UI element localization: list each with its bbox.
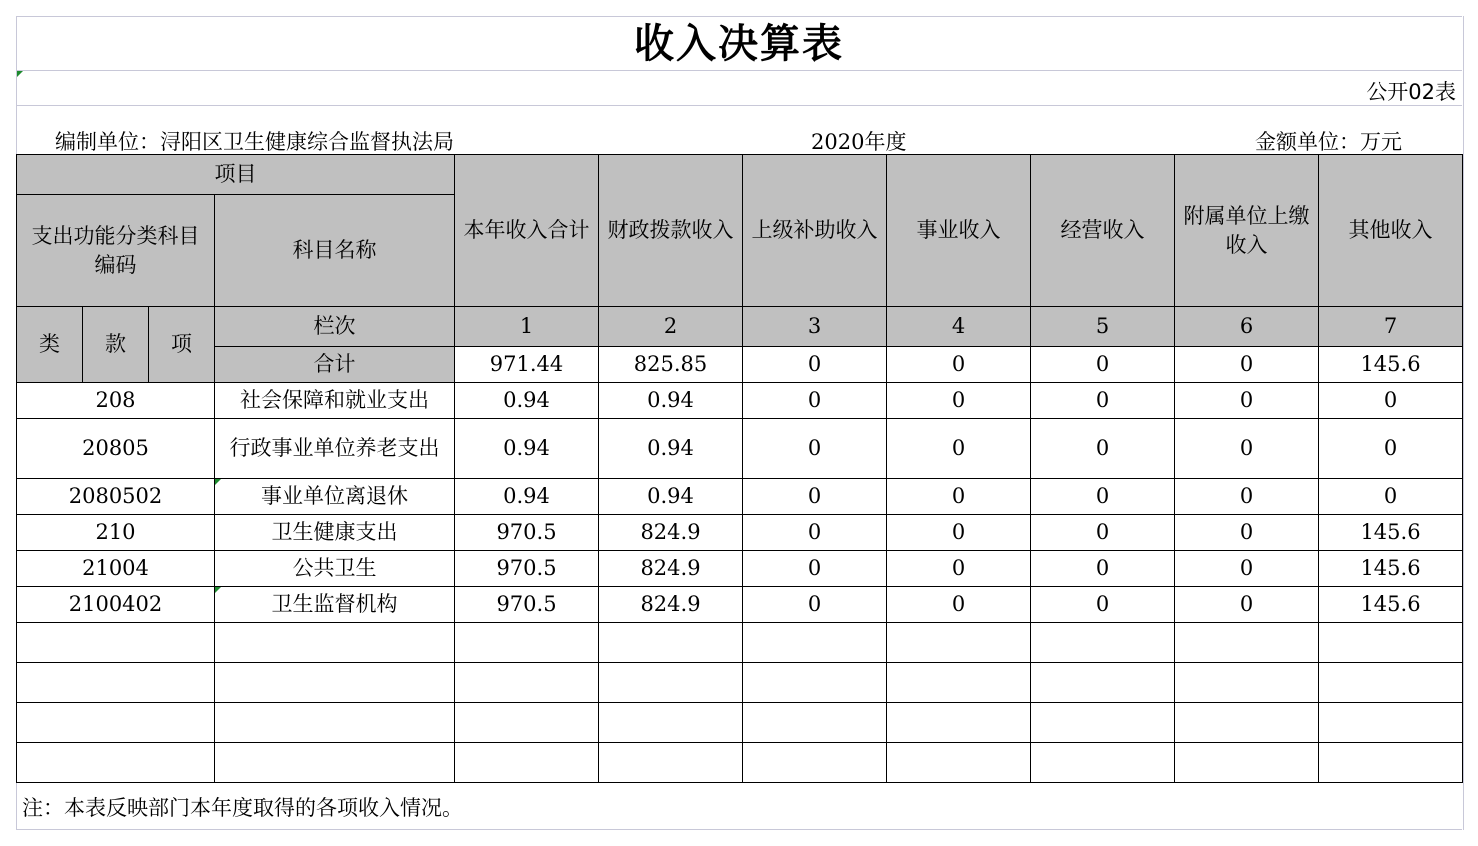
value-cell: 0 — [887, 551, 1031, 587]
empty-cell — [599, 623, 743, 663]
value-cell: 145.6 — [1319, 515, 1463, 551]
value-cell: 0 — [887, 587, 1031, 623]
empty-cell — [887, 743, 1031, 783]
header-col: 经营收入 — [1031, 155, 1175, 307]
empty-cell — [215, 663, 455, 703]
value-cell: 0 — [1319, 419, 1463, 479]
value-cell: 0 — [1031, 587, 1175, 623]
cell-comment-marker — [17, 71, 23, 77]
header-item: 项目 — [17, 155, 455, 195]
value-cell: 0 — [1175, 551, 1319, 587]
value-cell: 0 — [887, 419, 1031, 479]
empty-cell — [887, 623, 1031, 663]
table-row — [17, 479, 1463, 515]
gridline — [16, 70, 1462, 71]
form-number: 公开02表 — [1366, 80, 1456, 104]
empty-cell — [599, 743, 743, 783]
empty-cell — [455, 743, 599, 783]
value-cell: 0 — [887, 479, 1031, 515]
table-row — [17, 419, 1463, 479]
header-col: 财政拨款收入 — [599, 155, 743, 307]
empty-cell — [1319, 743, 1463, 783]
value-cell: 0 — [743, 479, 887, 515]
fiscal-year: 2020年度 — [811, 130, 907, 154]
empty-cell — [455, 703, 599, 743]
empty-cell — [17, 743, 215, 783]
value-cell: 0 — [743, 551, 887, 587]
cell-comment-marker — [215, 587, 221, 593]
empty-cell — [17, 663, 215, 703]
footnote: 注：本表反映部门本年度取得的各项收入情况。 — [22, 796, 463, 820]
currency-unit: 金额单位：万元 — [1255, 130, 1402, 154]
column-number: 5 — [1031, 307, 1175, 347]
value-cell: 0 — [1175, 419, 1319, 479]
header-col: 上级补助收入 — [743, 155, 887, 307]
empty-cell — [1175, 703, 1319, 743]
empty-cell — [743, 663, 887, 703]
empty-cell — [887, 663, 1031, 703]
column-number: 7 — [1319, 307, 1463, 347]
subject-name — [215, 587, 455, 623]
empty-cell — [1319, 623, 1463, 663]
value-cell: 0 — [1031, 383, 1175, 419]
column-number: 1 — [455, 307, 599, 347]
table-row — [17, 383, 1463, 419]
value-cell: 0 — [743, 587, 887, 623]
header-subject-name: 科目名称 — [215, 195, 455, 307]
value-cell: 970.5 — [455, 587, 599, 623]
empty-cell — [17, 623, 215, 663]
value-cell: 0 — [1319, 479, 1463, 515]
header-lei: 类 — [17, 307, 83, 383]
value-cell: 0 — [743, 383, 887, 419]
function-code: 2080502 — [17, 479, 215, 515]
header-col: 附属单位上缴收入 — [1175, 155, 1319, 307]
total-cell: 0 — [1031, 347, 1175, 383]
empty-row — [17, 743, 1463, 783]
empty-cell — [599, 663, 743, 703]
empty-cell — [1031, 623, 1175, 663]
header-func-code: 支出功能分类科目编码 — [17, 195, 215, 307]
total-cell: 0 — [887, 347, 1031, 383]
empty-cell — [455, 663, 599, 703]
empty-cell — [1319, 703, 1463, 743]
total-cell: 145.6 — [1319, 347, 1463, 383]
total-label: 合计 — [215, 347, 455, 383]
value-cell: 0 — [1319, 383, 1463, 419]
empty-cell — [1175, 743, 1319, 783]
header-col: 本年收入合计 — [455, 155, 599, 307]
value-cell: 145.6 — [1319, 587, 1463, 623]
value-cell: 0 — [1175, 383, 1319, 419]
header-col: 事业收入 — [887, 155, 1031, 307]
function-code: 2100402 — [17, 587, 215, 623]
column-number: 4 — [887, 307, 1031, 347]
empty-row — [17, 623, 1463, 663]
empty-cell — [1175, 663, 1319, 703]
function-code: 21004 — [17, 551, 215, 587]
gridline — [16, 105, 1462, 106]
function-code: 208 — [17, 383, 215, 419]
column-number: 2 — [599, 307, 743, 347]
subject-name — [215, 479, 455, 515]
revenue-table — [16, 154, 1463, 783]
header-kuan: 款 — [83, 307, 149, 383]
value-cell: 0.94 — [599, 383, 743, 419]
value-cell: 0 — [1031, 515, 1175, 551]
value-cell: 970.5 — [455, 515, 599, 551]
column-number: 6 — [1175, 307, 1319, 347]
table-row — [17, 551, 1463, 587]
value-cell: 0.94 — [455, 419, 599, 479]
empty-cell — [215, 743, 455, 783]
empty-row — [17, 663, 1463, 703]
empty-cell — [17, 703, 215, 743]
empty-cell — [599, 703, 743, 743]
subject-name-text: 事业单位离退休 — [261, 484, 408, 508]
total-cell: 0 — [1175, 347, 1319, 383]
subject-name: 公共卫生 — [215, 551, 455, 587]
value-cell: 824.9 — [599, 515, 743, 551]
header-lanci: 栏次 — [215, 307, 455, 347]
empty-cell — [455, 623, 599, 663]
empty-cell — [215, 703, 455, 743]
value-cell: 0.94 — [455, 479, 599, 515]
column-number: 3 — [743, 307, 887, 347]
subject-name: 卫生健康支出 — [215, 515, 455, 551]
empty-cell — [887, 703, 1031, 743]
empty-cell — [743, 703, 887, 743]
header-xiang: 项 — [149, 307, 215, 383]
value-cell: 0 — [743, 419, 887, 479]
value-cell: 970.5 — [455, 551, 599, 587]
value-cell: 0 — [887, 515, 1031, 551]
compiling-unit: 编制单位：浔阳区卫生健康综合监督执法局 — [55, 130, 454, 154]
subject-name: 行政事业单位养老支出 — [215, 419, 455, 479]
empty-cell — [1175, 623, 1319, 663]
value-cell: 0 — [743, 515, 887, 551]
empty-cell — [743, 623, 887, 663]
value-cell: 0 — [1175, 587, 1319, 623]
empty-cell — [1319, 663, 1463, 703]
gridline — [16, 16, 1462, 17]
gridline — [16, 829, 1462, 830]
empty-cell — [215, 623, 455, 663]
value-cell: 0 — [887, 383, 1031, 419]
cell-comment-marker — [215, 479, 221, 485]
value-cell: 0.94 — [599, 479, 743, 515]
subject-name: 社会保障和就业支出 — [215, 383, 455, 419]
table-row — [17, 587, 1463, 623]
table-row — [17, 515, 1463, 551]
page-title: 收入决算表 — [634, 21, 844, 67]
value-cell: 0 — [1031, 551, 1175, 587]
value-cell: 145.6 — [1319, 551, 1463, 587]
function-code: 20805 — [17, 419, 215, 479]
value-cell: 0 — [1175, 479, 1319, 515]
subject-name-text: 卫生监督机构 — [271, 592, 398, 616]
empty-cell — [1031, 743, 1175, 783]
empty-cell — [743, 743, 887, 783]
header-col: 其他收入 — [1319, 155, 1463, 307]
total-cell: 971.44 — [455, 347, 599, 383]
value-cell: 0.94 — [455, 383, 599, 419]
empty-row — [17, 703, 1463, 743]
empty-cell — [1031, 663, 1175, 703]
function-code: 210 — [17, 515, 215, 551]
value-cell: 0 — [1031, 419, 1175, 479]
empty-cell — [1031, 703, 1175, 743]
value-cell: 0 — [1175, 515, 1319, 551]
total-cell: 0 — [743, 347, 887, 383]
value-cell: 824.9 — [599, 587, 743, 623]
value-cell: 0.94 — [599, 419, 743, 479]
total-cell: 825.85 — [599, 347, 743, 383]
value-cell: 0 — [1031, 479, 1175, 515]
value-cell: 824.9 — [599, 551, 743, 587]
